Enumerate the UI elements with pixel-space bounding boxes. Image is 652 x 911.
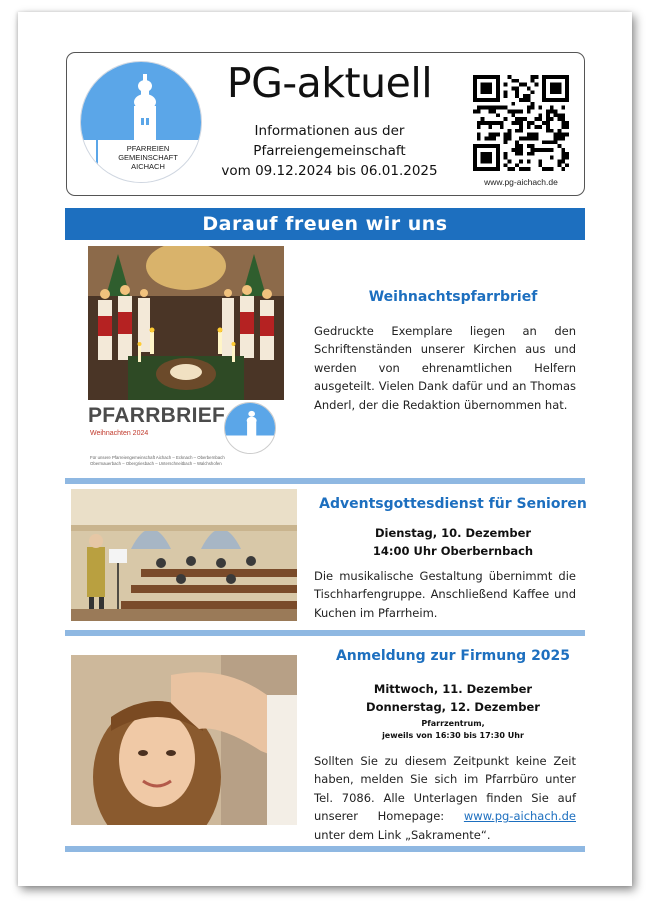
subtitle-line: Pfarreiengemeinschaft: [253, 143, 406, 159]
event-hours: jeweils von 16:30 bis 17:30 Uhr: [382, 731, 524, 740]
section-divider: [65, 846, 585, 852]
church-tower-icon: [225, 403, 275, 453]
subtitle-line: Informationen aus der: [254, 123, 405, 139]
logo-text: [81, 144, 201, 171]
flyer-logo: [224, 402, 276, 454]
logo-line: GEMEINSCHAFT: [118, 153, 178, 162]
flyer-subtitle: Weihnachten 2024: [90, 430, 149, 437]
section-divider: [65, 478, 585, 484]
date-range: vom 09.12.2024 bis 06.01.2025: [221, 163, 438, 179]
body-text: Sollten Sie zu diesem Zeitpunkt keine Zeit haben, melden Sie sich im Pfarrbüro unter Tel. 7086. Alle Unterlagen finden Sie auf unserer Homepage:: [314, 754, 576, 824]
article-title: Anmeldung zur Firmung 2025: [335, 648, 571, 664]
christmas-mass-photo: [88, 246, 284, 400]
logo-line: PFARREIEN: [126, 144, 170, 153]
body-text: unter dem Link „Sakramente“.: [314, 827, 491, 842]
newsletter-page: [18, 12, 632, 886]
logo-line: AICHACH: [131, 162, 165, 171]
article-body: Die musikalische Gestaltung übernimmt die Tischharfengruppe. Anschließend Kaffee und Kuchen im Pfarrheim.: [314, 569, 576, 620]
header-box: [66, 52, 585, 196]
confirmation-photo: [71, 655, 297, 825]
senior-service-photo: [71, 489, 297, 621]
newsletter-subtitle: [212, 121, 447, 181]
article-body: [314, 752, 576, 844]
article-title: Adventsgottesdienst für Senioren: [319, 496, 587, 512]
event-place: Pfarrzentrum,: [421, 719, 485, 728]
event-date: Donnerstag, 12. Dezember: [366, 700, 540, 714]
section-banner: Darauf freuen wir uns: [65, 208, 585, 240]
website-url[interactable]: www.pg-aichach.de: [484, 177, 558, 187]
section-divider: [65, 630, 585, 636]
homepage-link[interactable]: www.pg-aichach.de: [463, 809, 576, 824]
newsletter-title: PG-aktuell: [226, 59, 433, 107]
qr-code-icon[interactable]: [473, 75, 569, 171]
article-title: Weihnachtspfarrbrief: [368, 289, 538, 305]
event-date: Mittwoch, 11. Dezember: [373, 682, 533, 696]
article-body: Gedruckte Exemplare liegen an den Schriftenständen unserer Kirchen aus und werden von ehrenamtlichen Helfern ausgeteilt. Vielen Dank dafür und an Thomas Anderl, der die Redaktion übernommen hat.: [314, 324, 576, 412]
event-time-place: 14:00 Uhr Oberbernbach: [372, 544, 534, 558]
flyer-title: PFARRBRIEF: [88, 404, 226, 427]
event-date: Dienstag, 10. Dezember: [374, 526, 532, 540]
flyer-parish-list: Für unsere Pfarreiengemeinschaft Aichach – Ecknach – Oberbernbach: [90, 455, 225, 460]
parish-logo: [80, 61, 202, 183]
flyer-parish-list: Obermauerbach – Obergriesbach – Unterschneitbach – Walchshofen: [90, 461, 222, 466]
